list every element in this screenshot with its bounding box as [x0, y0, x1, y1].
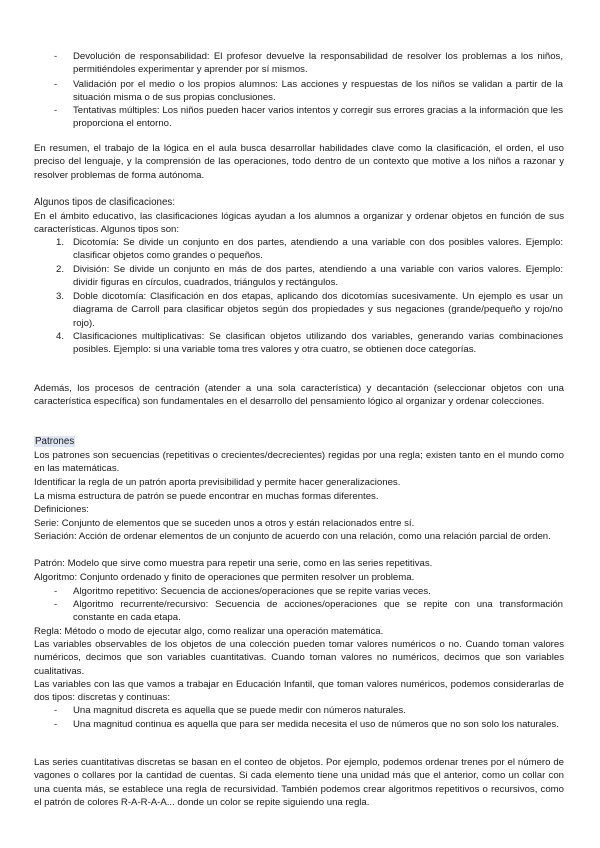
- definition-regla: Regla: Método o modo de ejecutar algo, como realizar una operación matemática.: [34, 626, 384, 637]
- list-item-devolucion: Devolución de responsabilidad: El profesor devuelve la responsabilidad de resolver los problemas a los niños, permitiéndoles experimentar y aprender por sí mismos.: [73, 51, 563, 76]
- label-definiciones: Definiciones:: [34, 504, 89, 515]
- highlighted-heading-text: Patrones: [35, 436, 75, 447]
- paragraph-variables-2: Las variables con las que vamos a trabajar en Educación Infantil, que toman valores numéricos, podemos considerarlas de dos tipos: discretas y continuas:: [34, 679, 564, 704]
- paragraph-resumen: En resumen, el trabajo de la lógica en el aula busca desarrollar habilidades clave como la clasificación, el orden, el uso preciso del lenguaje, y la comprensión de las operaciones, todo dentro de un contexto que motive a los niños a razonar y resolver problemas de forma autónoma.: [34, 143, 564, 181]
- list-dash: -: [54, 51, 58, 62]
- list-item-magnitud-discreta: Una magnitud discreta es aquella que se puede medir con números naturales.: [73, 705, 406, 716]
- paragraph-patrones-3: La misma estructura de patrón se puede encontrar en muchas formas diferentes.: [34, 491, 379, 502]
- list-number: 4.: [56, 331, 65, 342]
- list-number: 1.: [56, 237, 65, 248]
- paragraph-clasif-intro: En el ámbito educativo, las clasificaciones lógicas ayudan a los alumnos a organizar y ordenar objetos en función de sus características. Algunos tipos son:: [34, 211, 564, 236]
- list-item-algoritmo-repetitivo: Algoritmo repetitivo: Secuencia de acciones/operaciones que se repite varias veces.: [73, 586, 431, 597]
- list-item-multiplicativas: Clasificaciones multiplicativas: Se clasifican objetos utilizando dos variables, generando varias combinaciones posibles. Ejemplo: si una variable toma tres valores y otra cuatro, se obtienen doce categorías.: [73, 331, 563, 356]
- list-item-tentativas: Tentativas múltiples: Los niños pueden hacer varios intentos y corregir sus errores gracias a la información que les proporciona el entorno.: [73, 105, 563, 130]
- list-item-algoritmo-recursivo: Algoritmo recurrente/recursivo: Secuencia de acciones/operaciones que se repite con una transformación constante en cada etapa.: [73, 599, 563, 624]
- definition-patron: Patrón: Modelo que sirve como muestra para repetir una serie, como en las series repetitivas.: [34, 558, 433, 569]
- list-dash: -: [54, 599, 58, 610]
- heading-patrones: [34, 435, 75, 448]
- paragraph-series-cuantitativas: Las series cuantitativas discretas se basan en el conteo de objetos. Por ejemplo, podemos ordenar trenes por el número de vagones o collares por la cantidad de cuentas. Si cada elemento tiene una unidad más que el anterior, como un collar con una cuenta más, se establece una regla de recursividad. También podemos crear algoritmos repetitivos o recursivos, como el patrón de colores R-A-R-A-A... donde un color se repite siguiendo una regla.: [34, 757, 564, 809]
- paragraph-patrones-2: Identificar la regla de un patrón aporta previsibilidad y permite hacer generalizaciones.: [34, 477, 401, 488]
- list-dash: -: [54, 586, 58, 597]
- list-dash: -: [54, 105, 58, 116]
- list-item-doble-dicotomia: Doble dicotomía: Clasificación en dos etapas, aplicando dos dicotomías sucesivamente. Un ejemplo es usar un diagrama de Carroll para clasificar objetos según dos propiedades y sus negaciones (grande/pequeño y rojo/no rojo).: [73, 291, 563, 329]
- list-dash: -: [54, 79, 58, 90]
- definition-algoritmo: Algoritmo: Conjunto ordenado y finito de operaciones que permiten resolver un problema.: [34, 572, 415, 583]
- list-item-validacion: Validación por el medio o los propios alumnos: Las acciones y respuestas de los niños se validan a partir de la situación misma o de sus propias conclusiones.: [73, 79, 563, 104]
- list-item-magnitud-continua: Una magnitud continua es aquella que para ser medida necesita el uso de números que no son solo los naturales.: [73, 719, 559, 730]
- list-number: 3.: [56, 291, 65, 302]
- definition-seriacion: Seriación: Acción de ordenar elementos de un conjunto de acuerdo con una relación, como una relación parcial de orden.: [34, 531, 551, 542]
- paragraph-variables-1: Las variables observables de los objetos de una colección pueden tomar valores numéricos o no. Cuando toman valores numéricos, decimos que son variables cuantitativas. Cuando toman valores no numéricos, decimos que son variables cualitativas.: [34, 639, 564, 677]
- list-number: 2.: [56, 264, 65, 275]
- list-dash: -: [54, 705, 58, 716]
- list-item-division: División: Se divide un conjunto en más de dos partes, atendiendo a una variable con varios valores. Ejemplo: dividir figuras en círculos, cuadrados, triángulos y rectángulos.: [73, 264, 563, 289]
- list-item-dicotomia: Dicotomía: Se divide un conjunto en dos partes, atendiendo a una variable con dos posibles valores. Ejemplo: clasificar objetos como grandes o pequeños.: [73, 237, 563, 262]
- paragraph-patrones-1: Los patrones son secuencias (repetitivas o crecientes/decrecientes) regidas por una regla; existen tanto en el mundo como en las matemáticas.: [34, 450, 564, 475]
- list-dash: -: [54, 719, 58, 730]
- heading-clasificaciones: Algunos tipos de clasificaciones:: [34, 197, 176, 208]
- paragraph-ademas: Además, los procesos de centración (atender a una sola característica) y decantación (seleccionar objetos con una característica específica) son fundamentales en el desarrollo del pensamiento lógico al organizar y ordenar colecciones.: [34, 383, 564, 408]
- definition-serie: Serie: Conjunto de elementos que se suceden unos a otros y están relacionados entre sí.: [34, 518, 415, 529]
